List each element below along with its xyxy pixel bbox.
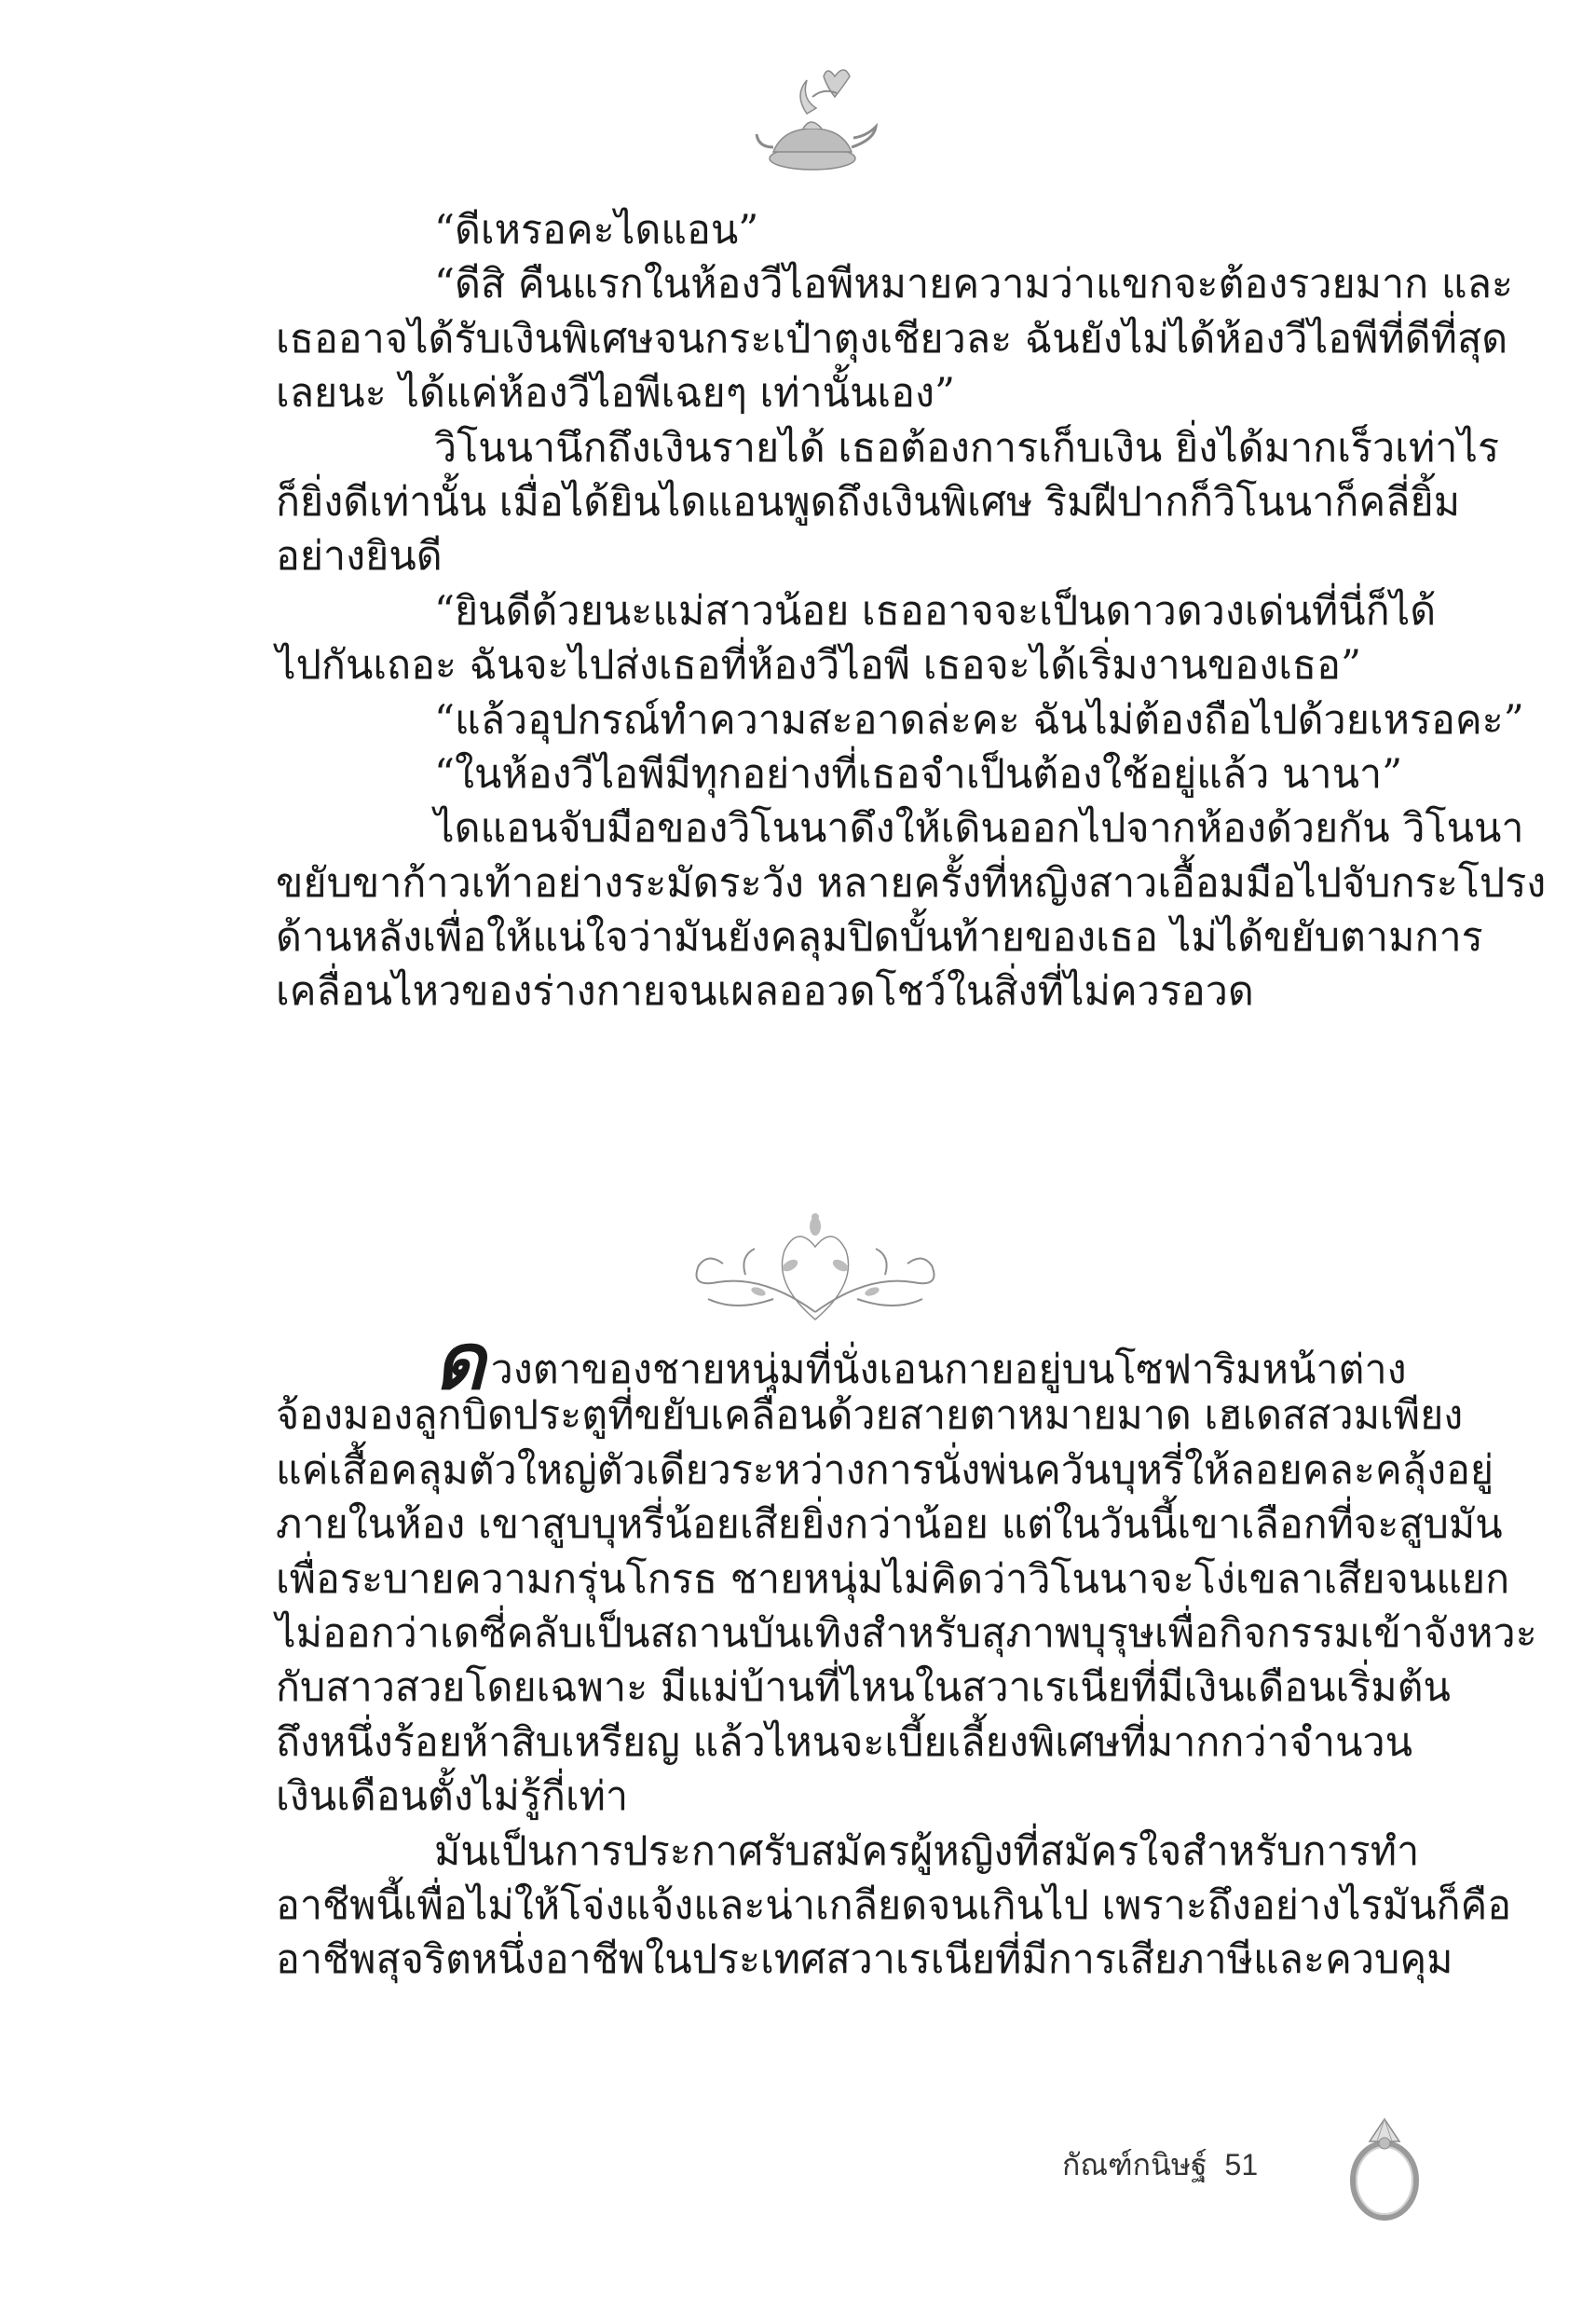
text-line: อย่างยินดี [276,533,443,581]
text-line: จ้องมองลูกบิดประตูที่ขยับเคลื่อนด้วยสายตาหมายมาด เฮเดสสวมเพียง [276,1392,1464,1440]
text-line-with-dropcap [276,1316,1412,1407]
text-line: ไดแอนจับมือของวิโนนาดึงให้เดินออกไปจากห้องด้วยกัน วิโนนา [434,805,1524,853]
diamond-ring-icon [1342,2113,1430,2225]
text-line: เลยนะ ได้แค่ห้องวีไอพีเฉยๆ เท่านั้นเอง” [276,370,955,417]
text-line: “แล้วอุปกรณ์ทำความสะอาดล่ะคะ ฉันไม่ต้องถือไปด้วยเหรอคะ” [434,696,1524,744]
text-line: ภายในห้อง เขาสูบบุหรี่น้อยเสียยิ่งกว่าน้อย แต่ในวันนี้เขาเลือกที่จะสูบมัน [276,1501,1503,1549]
text-line: วิโนนานึกถึงเงินรายได้ เธอต้องการเก็บเงิน ยิ่งได้มากเร็วเท่าไร [434,424,1500,472]
page-footer [1062,2141,1267,2189]
dropcap: ด [434,1316,485,1407]
page-number: 51 [1224,2148,1259,2181]
text-line: “ยินดีด้วยนะแม่สาวน้อย เธออาจจะเป็นดาวดวงเด่นที่นี่ก็ได้ [434,587,1437,635]
book-title: กัณฑ์กนิษฐ์ [1062,2148,1207,2181]
text-line: ถึงหนึ่งร้อยห้าสิบเหรียญ แล้วไหนจะเบี้ยเลี้ยงพิเศษที่มากกว่าจำนวน [276,1718,1412,1766]
text-line: “ในห้องวีไอพีมีทุกอย่างที่เธอจำเป็นต้องใช้อยู่แล้ว นานา” [434,750,1403,798]
text-line: เงินเดือนตั้งไม่รู้กี่เท่า [276,1773,629,1821]
text-line: ขยับขาก้าวเท้าอย่างระมัดระวัง หลายครั้งที่หญิงสาวเอื้อมมือไปจับกระโปรง [276,859,1547,907]
text-line: “ดีสิ คืนแรกในห้องวีไอพีหมายความว่าแขกจะต้องรวยมาก และ [434,261,1514,308]
teapot-ornament-icon [745,54,885,194]
text-line: อาชีพนี้เพื่อไม่ให้โจ่งแจ้งและน่าเกลียดจนเกินไป เพราะถึงอย่างไรมันก็คือ [276,1881,1512,1929]
section2-text [276,1316,1537,1988]
text-line: เธออาจได้รับเงินพิเศษจนกระเป๋าตุงเชียวละ ฉันยังไม่ได้ห้องวีไอพีที่ดีที่สุด [276,315,1508,362]
text-line: อาชีพสุจริตหนึ่งอาชีพในประเทศสวาเรเนียที่มีการเสียภาษีและควบคุม [276,1936,1453,1984]
text-line: เพื่อระบายความกรุ่นโกรธ ชายหนุ่มไม่คิดว่าวิโนนาจะโง่เขลาเสียจนแยก [276,1555,1510,1603]
text-line: “ดีเหรอคะไดแอน” [434,207,759,253]
text-line: ก็ยิ่งดีเท่านั้น เมื่อได้ยินไดแอนพูดถึงเงินพิเศษ ริมฝีปากก็วิโนนาก็คลี่ยิ้ม [276,478,1461,526]
first-line-text: วงตาของชายหนุ่มที่นั่งเอนกายอยู่บนโซฟาริมหน้าต่าง [490,1347,1407,1393]
section1-text [276,203,1547,1019]
text-line: ไม่ออกว่าเดซี่คลับเป็นสถานบันเทิงสำหรับสุภาพบุรุษเพื่อกิจกรรมเข้าจังหวะ [276,1609,1537,1657]
text-line: ด้านหลังเพื่อให้แน่ใจว่ามันยังคลุมปิดบั้นท้ายของเธอ ไม่ได้ขยับตามการ [276,914,1483,962]
text-line: ไปกันเถอะ ฉันจะไปส่งเธอที่ห้องวีไอพี เธอจะได้เริ่มงานของเธอ” [276,642,1361,690]
floral-heart-divider-icon [680,1210,950,1329]
text-line: เคลื่อนไหวของร่างกายจนเผลออวดโชว์ในสิ่งที่ไม่ควรอวด [276,968,1254,1016]
text-line: แค่เสื้อคลุมตัวใหญ่ตัวเดียวระหว่างการนั่งพ่นควันบุหรี่ให้ลอยคละคลุ้งอยู่ [276,1446,1494,1494]
text-line: มันเป็นการประกาศรับสมัครผู้หญิงที่สมัครใจสำหรับการทำ [434,1827,1420,1875]
text-line: กับสาวสวยโดยเฉพาะ มีแม่บ้านที่ไหนในสวาเรเนียที่มีเงินเดือนเริ่มต้น [276,1664,1451,1712]
